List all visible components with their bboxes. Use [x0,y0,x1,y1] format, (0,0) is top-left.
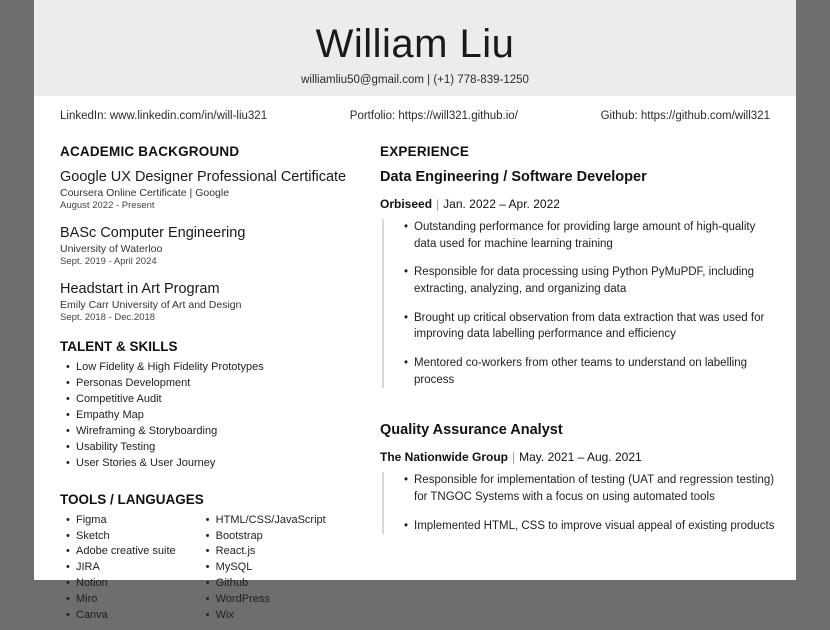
tools-list-left [60,513,176,625]
tools-columns [60,513,348,630]
job-dates: May. 2021 – Aug. 2021 [519,450,642,465]
company-name: Orbiseed [380,197,433,211]
list-item: • MySQL [216,560,326,576]
list-item: • Personas Development [76,376,348,392]
list-item: • Adobe creative suite [76,544,176,560]
education-date: Sept. 2018 - Dec.2018 [60,312,156,323]
list-item: • Bootstrap [216,529,326,545]
job-dates: Jan. 2022 – Apr. 2022 [443,197,560,211]
linkedin-link[interactable]: LinkedIn: www.linkedin.com/in/will-liu321 [60,110,268,122]
experience-bullets-block [382,472,778,534]
academic-section-title: ACADEMIC BACKGROUND [60,144,240,159]
separator: | [436,197,440,211]
list-item: • Empathy Map [76,408,348,424]
list-item: • Miro [76,592,176,608]
education-sub: University of Waterloo [60,243,163,255]
company-line [380,450,778,464]
list-item: • Competitive Audit [76,392,348,408]
list-item: • Outstanding performance for providing large amount of high-quality data used for machine learning training [414,219,778,252]
list-item: • HTML/CSS/JavaScript [216,513,326,529]
company-name: The Nationwide Group [380,450,508,465]
experience-entry [380,422,778,534]
list-item: • User Stories & User Journey [76,456,348,472]
education-title: BASc Computer Engineering [60,225,246,241]
resume-header [34,0,796,96]
experience-entry [380,169,778,388]
job-role: Data Engineering / Software Developer [380,169,647,185]
tools-list-right [200,513,326,625]
experience-section-title: EXPERIENCE [380,144,470,159]
github-link[interactable]: Github: https://github.com/will321 [600,110,770,122]
education-entry [60,169,348,211]
list-item: • React.js [216,544,326,560]
resume-page [34,0,796,622]
skills-list [60,360,348,472]
contact-line: williamliu50@gmail.com | (+1) 778-839-1250 [301,74,529,86]
list-item: • Responsible for implementation of testing (UAT and regression testing) for TNGOC Systems with a focus on using automated tools [414,472,778,505]
list-item: • Figma [76,513,176,529]
education-sub: Coursera Online Certificate | Google [60,187,230,199]
list-item: • Canva [76,608,176,624]
company-line [380,197,778,211]
links-row [34,96,796,128]
page-title: William Liu [315,22,515,66]
job-bullets [398,472,778,534]
education-sub: Emily Carr University of Art and Design [60,299,242,311]
list-item: • Implemented HTML, CSS to improve visual appeal of existing products [414,518,778,535]
list-item: • JIRA [76,560,176,576]
list-item: • Brought up critical observation from data extraction that was used for improving data labelling performance and efficiency [414,310,778,343]
separator: | [512,450,516,465]
resume-body [34,128,796,630]
list-item: • Github [216,576,326,592]
portfolio-link[interactable]: Portfolio: https://will321.github.io/ [349,110,518,122]
list-item: • Notion [76,576,176,592]
education-entry [60,281,348,323]
tools-section-title: TOOLS / LANGUAGES [60,491,204,507]
education-date: August 2022 - Present [60,200,155,211]
job-role: Quality Assurance Analyst [380,422,563,439]
list-item: • Mentored co-workers from other teams to understand on labelling process [414,355,778,388]
list-item: • Wix [216,608,326,624]
experience-bullets-block [382,219,778,388]
left-column [34,128,362,630]
education-date: Sept. 2019 - April 2024 [60,256,157,267]
list-item: • Sketch [76,529,176,545]
education-title: Headstart in Art Program [60,281,220,297]
skills-section-title: TALENT & SKILLS [60,339,178,354]
education-title: Google UX Designer Professional Certificate [60,169,347,185]
job-bullets [398,219,778,388]
list-item: • Responsible for data processing using Python PyMuPDF, including extracting, analyzing, and organizing data [414,264,778,297]
list-item: • WordPress [216,592,326,608]
education-entry [60,225,348,267]
list-item: • Wireframing & Storyboarding [76,424,348,440]
list-item: • Usability Testing [76,440,348,456]
list-item: • Low Fidelity & High Fidelity Prototypes [76,360,348,376]
right-column [362,128,796,630]
spacer [380,400,778,422]
